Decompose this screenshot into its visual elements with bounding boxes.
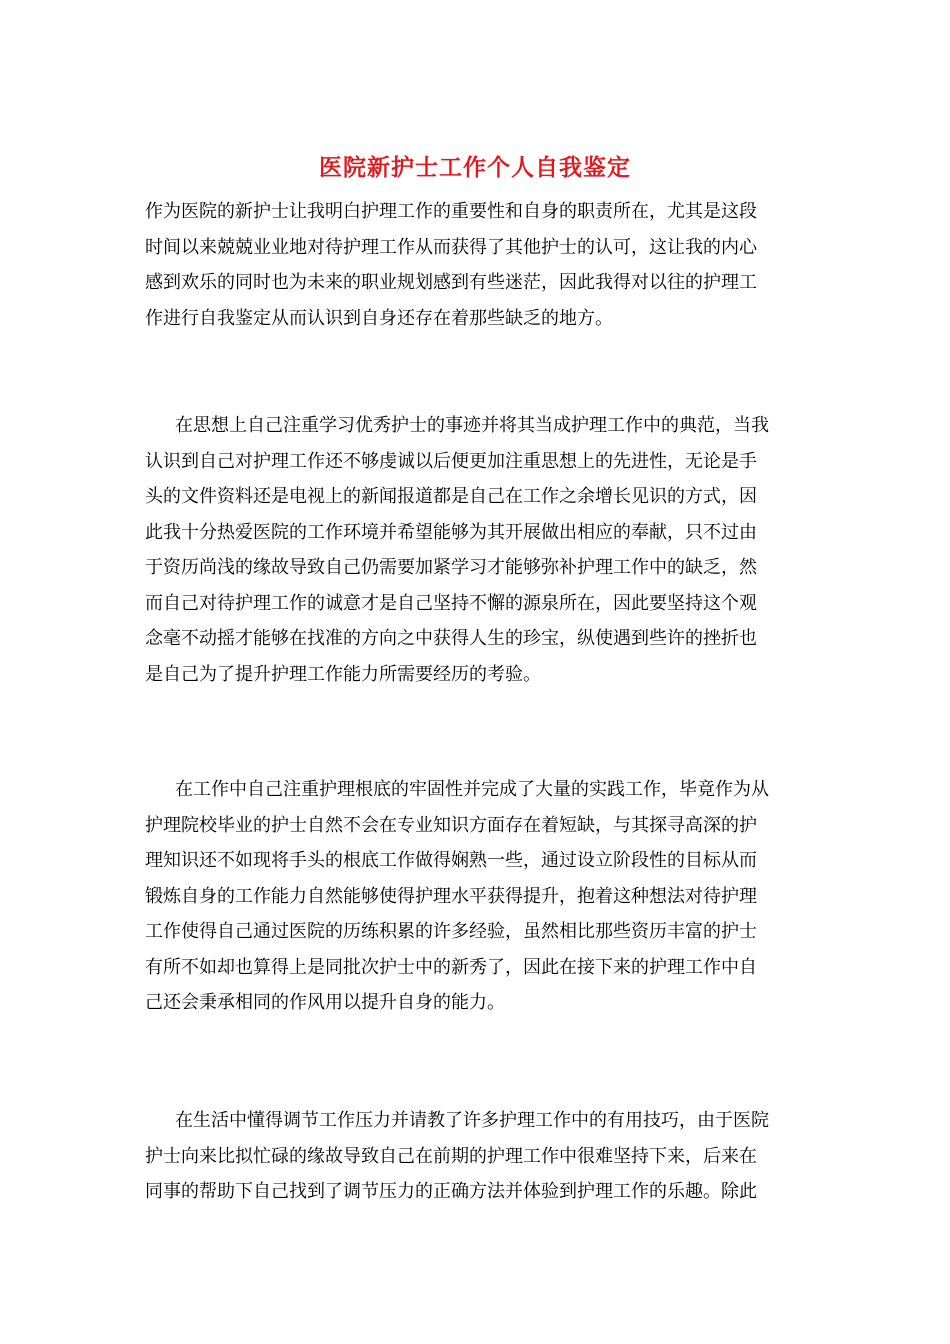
paragraph-3	[145, 772, 805, 1021]
paragraph-4	[145, 1103, 805, 1210]
paragraph-line: 感到欢乐的同时也为未来的职业规划感到有些迷茫，因此我得对以往的护理工	[145, 272, 757, 293]
paragraph-line: 在思想上自己注重学习优秀护士的事迹并将其当成护理工作中的典范，当我	[175, 415, 769, 436]
paragraph-line: 护理院校毕业的护士自然不会在专业知识方面存在着短缺，与其探寻高深的护	[145, 814, 757, 836]
paragraph-line: 而自己对待护理工作的诚意才是自己坚持不懈的源泉所在，因此要坚持这个观	[145, 592, 757, 614]
paragraph-line: 理知识还不如现将手头的根底工作做得娴熟一些，通过设立阶段性的目标从而	[145, 850, 757, 871]
paragraph-line: 作为医院的新护士让我明白护理工作的重要性和自身的职责所在，尤其是这段	[145, 201, 757, 222]
paragraph-line: 于资历尚浅的缘故导致自己仍需要加紧学习才能够弥补护理工作中的缺乏，然	[145, 557, 757, 578]
paragraph-line: 锻炼自身的工作能力自然能够使得护理水平获得提升，抱着这种想法对待护理	[145, 885, 757, 907]
paragraph-line: 认识到自己对护理工作还不够虔诚以后便更加注重思想上的先进性，无论是手	[145, 450, 757, 472]
paragraph-line: 此我十分热爱医院的工作环境并希望能够为其开展做出相应的奉献，只不过由	[145, 521, 757, 543]
paragraph-line: 念毫不动摇才能够在找准的方向之中获得人生的珍宝，纵使遇到些许的挫折也	[145, 628, 757, 649]
paragraph-line: 有所不如却也算得上是同批次护士中的新秀了，因此在接下来的护理工作中自	[145, 956, 757, 978]
paragraph-line: 在生活中懂得调节工作压力并请教了许多护理工作中的有用技巧，由于医院	[175, 1110, 769, 1131]
paragraph-line: 同事的帮助下自己找到了调节压力的正确方法并体验到护理工作的乐趣。除此	[145, 1181, 757, 1202]
paragraph-line: 护士向来比拟忙碌的缘故导致自己在前期的护理工作中很难坚持下来，后来在	[145, 1145, 757, 1167]
paragraph-line: 头的文件资料还是电视上的新闻报道都是自己在工作之余增长见识的方式，因	[145, 486, 757, 507]
paragraph-1	[145, 194, 805, 336]
paragraph-line: 作进行自我鉴定从而认识到自身还存在着那些缺乏的地方。	[145, 307, 613, 329]
paragraph-line: 己还会秉承相同的作风用以提升自身的能力。	[145, 992, 505, 1013]
paragraph-line: 在工作中自己注重护理根底的牢固性并完成了大量的实践工作，毕竟作为从	[175, 779, 769, 800]
paragraph-2	[145, 408, 805, 692]
paragraph-line: 时间以来兢兢业业地对待护理工作从而获得了其他护士的认可，这让我的内心	[145, 236, 757, 258]
paragraph-line: 工作使得自己通过医院的历练积累的许多经验，虽然相比那些资历丰富的护士	[145, 921, 757, 942]
document-title: 医院新护士工作个人自我鉴定	[319, 154, 631, 181]
paragraph-line: 是自己为了提升护理工作能力所需要经历的考验。	[145, 663, 541, 685]
